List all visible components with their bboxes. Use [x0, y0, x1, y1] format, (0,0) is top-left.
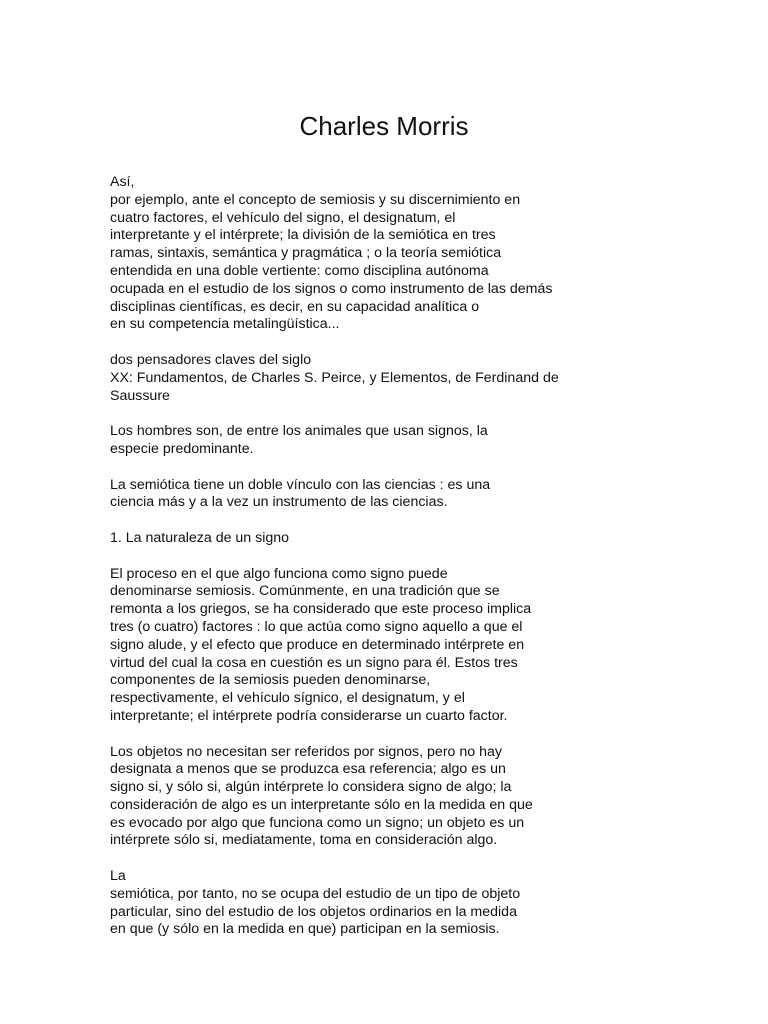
text-line: Saussure	[110, 387, 170, 404]
text-line: en que (y sólo en la medida en que) participan en la semiosis.	[110, 921, 500, 938]
text-line: es evocado por algo que funciona como un signo; un objeto es un	[110, 814, 525, 831]
text-line: remonta a los griegos, se ha considerado que este proceso implica	[110, 601, 532, 618]
text-line: El proceso en el que algo funciona como signo puede	[110, 565, 448, 582]
text-line: ocupada en el estudio de los signos o como instrumento de las demás	[110, 280, 553, 297]
text-line: componentes de la semiosis pueden denominarse,	[110, 672, 431, 689]
text-line: tres (o cuatro) factores : lo que actúa como signo aquello a que el	[110, 618, 523, 635]
text-line: Así,	[110, 174, 135, 190]
text-line: especie predominante.	[110, 440, 254, 457]
text-line: por ejemplo, ante el concepto de semiosis y su discernimiento en	[110, 191, 521, 208]
paragraph	[110, 423, 630, 459]
text-line: interpretante; el intérprete podría considerarse un cuarto factor.	[110, 707, 508, 724]
paragraph	[110, 868, 630, 939]
text-line: signo si, y sólo si, algún intérprete lo considera signo de algo; la	[110, 779, 512, 796]
paragraph	[110, 477, 630, 513]
text-line: designata a menos que se produzca esa referencia; algo es un	[110, 761, 506, 778]
text-line: disciplinas científicas, es decir, en su capacidad analítica o	[110, 298, 480, 315]
text-line: cuatro factores, el vehículo del signo, el designatum, el	[110, 209, 456, 226]
text-line: particular, sino del estudio de los objetos ordinarios en la medida	[110, 903, 517, 920]
document-body	[110, 174, 630, 957]
text-line: intérprete sólo si, mediatamente, toma en consideración algo.	[110, 832, 498, 849]
text-line: signo alude, y el efecto que produce en determinado intérprete en	[110, 636, 525, 653]
text-line: denominarse semiosis. Comúnmente, en una tradición que se	[110, 583, 500, 600]
text-line: consideración de algo es un interpretante sólo en la medida en que	[110, 796, 533, 813]
text-line: Los objetos no necesitan ser referidos por signos, pero no hay	[110, 743, 502, 760]
text-line: XX: Fundamentos, de Charles S. Peirce, y Elementos, de Ferdinand de	[110, 369, 559, 386]
paragraph	[110, 744, 630, 851]
text-line: virtud del cual la cosa en cuestión es un signo para él. Estos tres	[110, 654, 518, 671]
text-line: entendida en una doble vertiente: como disciplina autónoma	[110, 262, 489, 279]
paragraph	[110, 530, 630, 548]
text-line: Los hombres son, de entre los animales que usan signos, la	[110, 423, 488, 440]
text-line: interpretante y el intérprete; la división de la semiótica en tres	[110, 227, 496, 244]
text-line: en su competencia metalingüística...	[110, 316, 340, 333]
document-title: Charles Morris	[299, 111, 469, 141]
paragraph	[110, 566, 630, 726]
text-line: respectivamente, el vehículo sígnico, el designatum, y el	[110, 690, 465, 707]
text-line: ramas, sintaxis, semántica y pragmática ; o la teoría semiótica	[110, 245, 502, 262]
text-line: semiótica, por tanto, no se ocupa del estudio de un tipo de objeto	[110, 885, 521, 902]
text-line: ciencia más y a la vez un instrumento de las ciencias.	[110, 494, 448, 511]
text-line: La	[110, 868, 126, 885]
text-line: 1. La naturaleza de un signo	[110, 529, 290, 546]
text-line: dos pensadores claves del siglo	[110, 351, 312, 368]
paragraph	[110, 174, 630, 334]
paragraph	[110, 352, 630, 405]
text-line: La semiótica tiene un doble vínculo con las ciencias : es una	[110, 476, 491, 493]
